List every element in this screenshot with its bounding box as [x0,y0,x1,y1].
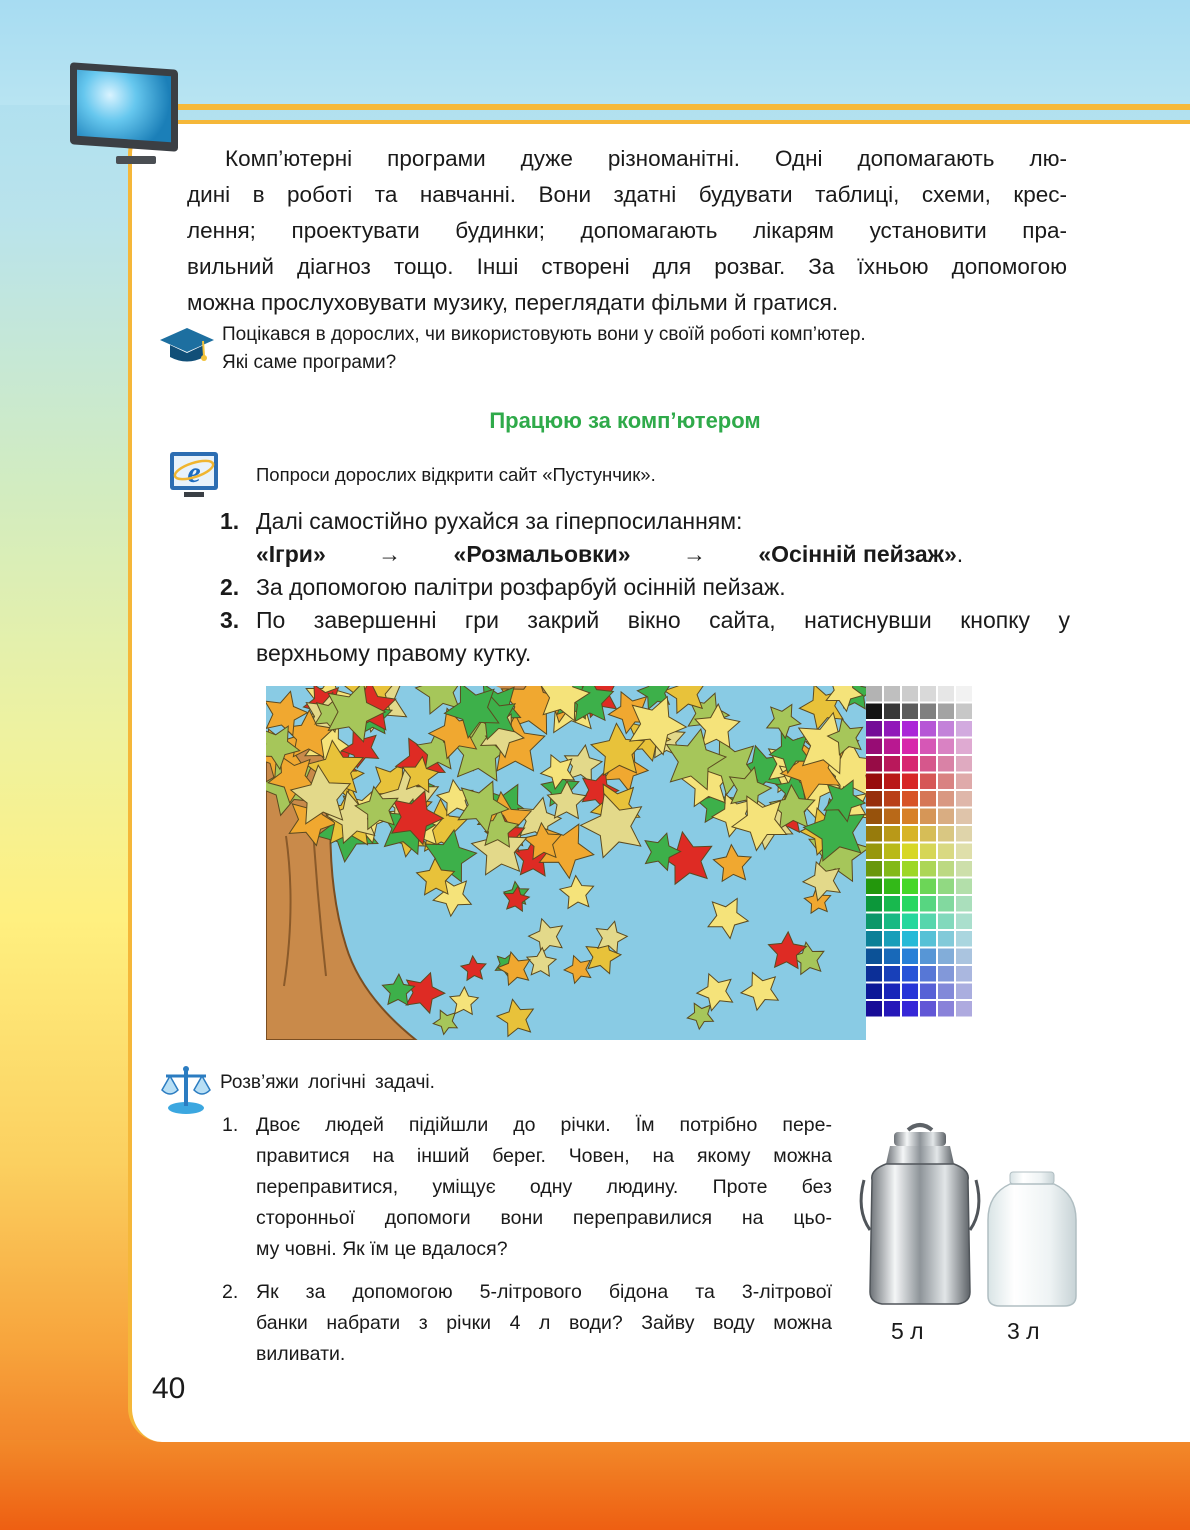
autumn-landscape-picture [266,686,866,1040]
path-coloring: «Розмальовки» [453,541,631,567]
intro-line: вильний діагноз тощо. Інші створені для розваг. За їхньою допомогою [187,254,1067,279]
step-text: По завершенні гри закрий вікно сайта, натиснувши кнопку у [256,607,1070,633]
ask-line: Поцікався в дорослих, чи використовують вони у своїй роботі комп’ютер. [222,324,866,345]
task-line: банки набрати з річки 4 л води? Зайву воду можна [256,1312,832,1334]
task-line: Як за допомогою 5-літрового бідона та 3-літрової [256,1281,832,1303]
bottom-band [0,1440,1190,1530]
milk-can-icon [861,1125,979,1304]
logic-task-1 [222,1110,832,1265]
vessels-illustration [850,1120,1090,1370]
step-text: верхньому правому кутку. [256,640,532,666]
section-title: Працюю за комп’ютером [489,408,761,433]
intro-line: дині в роботі та навчанні. Вони здатні будувати таблиці, схеми, крес- [187,182,1067,207]
scales-icon [158,1062,214,1116]
intro-paragraph [187,141,1067,321]
path-games: «Ігри» [256,541,326,567]
path-end: . [956,541,964,567]
task-line: му човні. Як їм це вдалося? [256,1238,508,1260]
task-number: 2. [222,1281,239,1303]
task-line: переправитися, уміщує одну людину. Проте без [256,1176,832,1198]
path-autumn-landscape: «Осінній пейзаж» [758,541,957,567]
step-2 [220,571,1070,604]
step-3 [220,604,1070,670]
task-line: правитися на інший берег. Човен, на якому можна [256,1145,832,1167]
intro-line: лення; проектувати будинки; допомагають лікарям установити пра- [187,218,1067,243]
task-number: 1. [222,1114,239,1136]
computer-steps [220,505,1070,670]
ask-line: Які саме програми? [222,352,397,373]
color-palette[interactable] [866,686,974,1040]
step-text: За допомогою палітри розфарбуй осінній пейзаж. [256,574,786,600]
ask-adults-text [222,321,1072,377]
step-number: 3. [220,607,240,633]
intro-line: можна прослуховувати музику, переглядати фільми й гратися. [187,290,839,315]
task-line: сторонньої допомоги вони переправилися на цьо- [256,1207,832,1229]
glass-jar-icon [988,1172,1076,1306]
step-number: 1. [220,508,240,534]
step-1 [220,505,1070,571]
internet-browser-icon [166,450,222,500]
logic-task-2 [222,1277,832,1370]
mortarboard-icon [158,324,216,368]
header-rule [150,104,1190,110]
step-text: Далі самостійно рухайся за гіперпосиланням: [256,508,743,534]
open-site-text: Попроси дорослих відкрити сайт «Пустунчик». [256,464,656,485]
task-line: виливати. [256,1343,346,1365]
jar-volume-label: 3 л [1007,1318,1040,1344]
monitor-icon [70,66,184,166]
arrow-right-icon: → [682,541,706,567]
logic-tasks [222,1110,832,1382]
arrow-right-icon: → [378,541,402,567]
hyperlink-path [256,538,1070,571]
page-number: 40 [152,1372,186,1405]
svg-text:e: e [187,456,201,489]
logic-tasks-title: Розв’яжи логічні задачі. [220,1072,435,1093]
step-number: 2. [220,574,240,600]
intro-line: Комп’ютерні програми дуже різноманітні. Одні допомагають лю- [225,146,1067,171]
task-line: Двоє людей підійшли до річки. Їм потрібно пере- [256,1114,832,1136]
can-volume-label: 5 л [891,1318,924,1344]
